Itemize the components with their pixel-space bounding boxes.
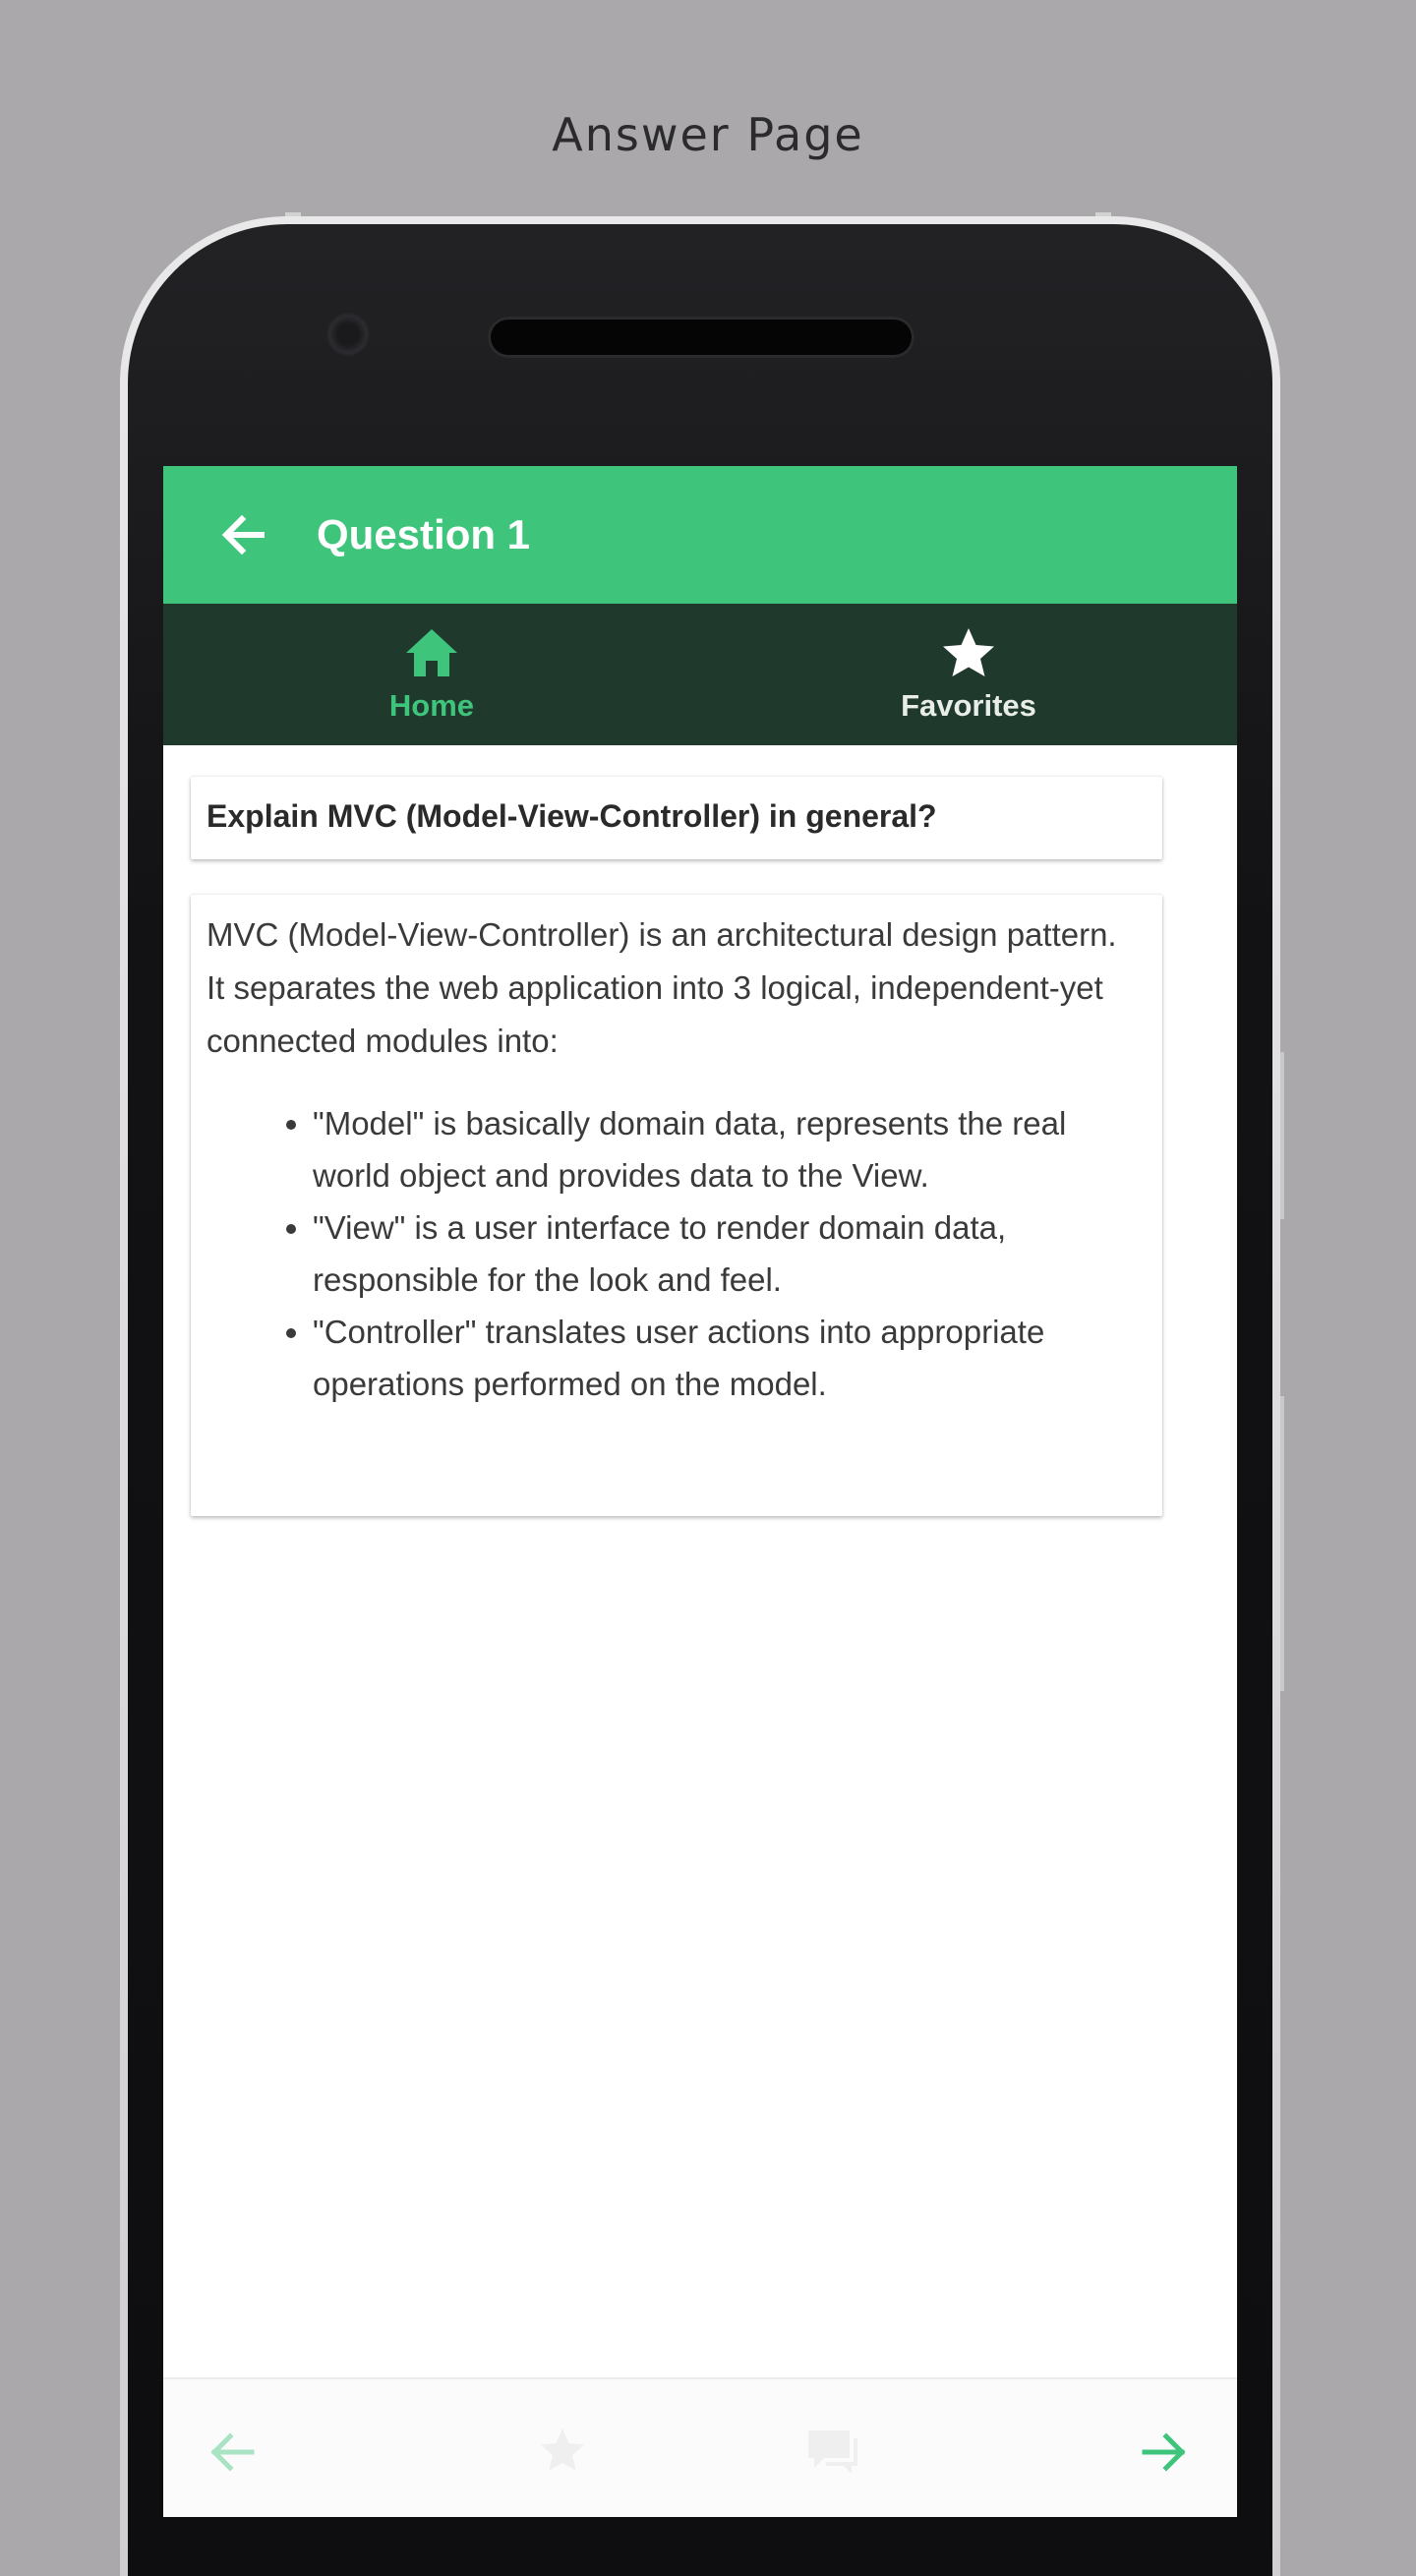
comment-button[interactable] [802, 2423, 861, 2482]
answer-bullet-view: • "View" is a user interface to render domain data, responsible for the look and feel. [313, 1201, 1150, 1306]
star-icon [939, 625, 998, 680]
arrow-left-icon [212, 503, 275, 566]
chat-icon [802, 2423, 861, 2482]
answer-paragraph: It separates the web application into 3 logical, independent-yet connected modules into: [206, 969, 1103, 1059]
tab-home-label: Home [388, 688, 475, 723]
answer-bullet-model: • "Model" is basically domain data, represents the real world object and provides data to the View. [313, 1097, 1150, 1201]
app-bar [163, 466, 1237, 604]
home-icon [402, 625, 461, 680]
question-card [191, 777, 1162, 859]
question-text: Explain MVC (Model-View-Controller) in general? [206, 798, 937, 834]
page-caption: Answer Page [552, 108, 864, 161]
answer-bullet-list [206, 1097, 1150, 1410]
tab-home[interactable] [163, 604, 700, 745]
favorite-button[interactable] [533, 2423, 592, 2482]
back-button[interactable] [212, 503, 275, 566]
bottom-nav-bar [163, 2377, 1237, 2517]
previous-button[interactable] [203, 2423, 262, 2482]
earpiece-speaker [488, 317, 914, 358]
arrow-right-icon [1135, 2423, 1194, 2482]
front-camera [326, 313, 370, 356]
answer-body [206, 908, 1150, 1410]
page-title: Question 1 [317, 511, 531, 557]
answer-bullet-controller: • "Controller" translates user actions into appropriate operations performed on the model. [313, 1306, 1150, 1410]
phone-screen [163, 466, 1237, 2517]
answer-paragraph: MVC (Model-View-Controller) is an architectural design pattern. [206, 916, 1117, 953]
star-icon [533, 2423, 592, 2482]
tab-favorites[interactable] [700, 604, 1237, 745]
next-button[interactable] [1135, 2423, 1194, 2482]
arrow-left-icon [203, 2423, 262, 2482]
tab-favorites-label: Favorites [901, 688, 1036, 723]
answer-card [191, 895, 1162, 1516]
tab-bar [163, 604, 1237, 745]
